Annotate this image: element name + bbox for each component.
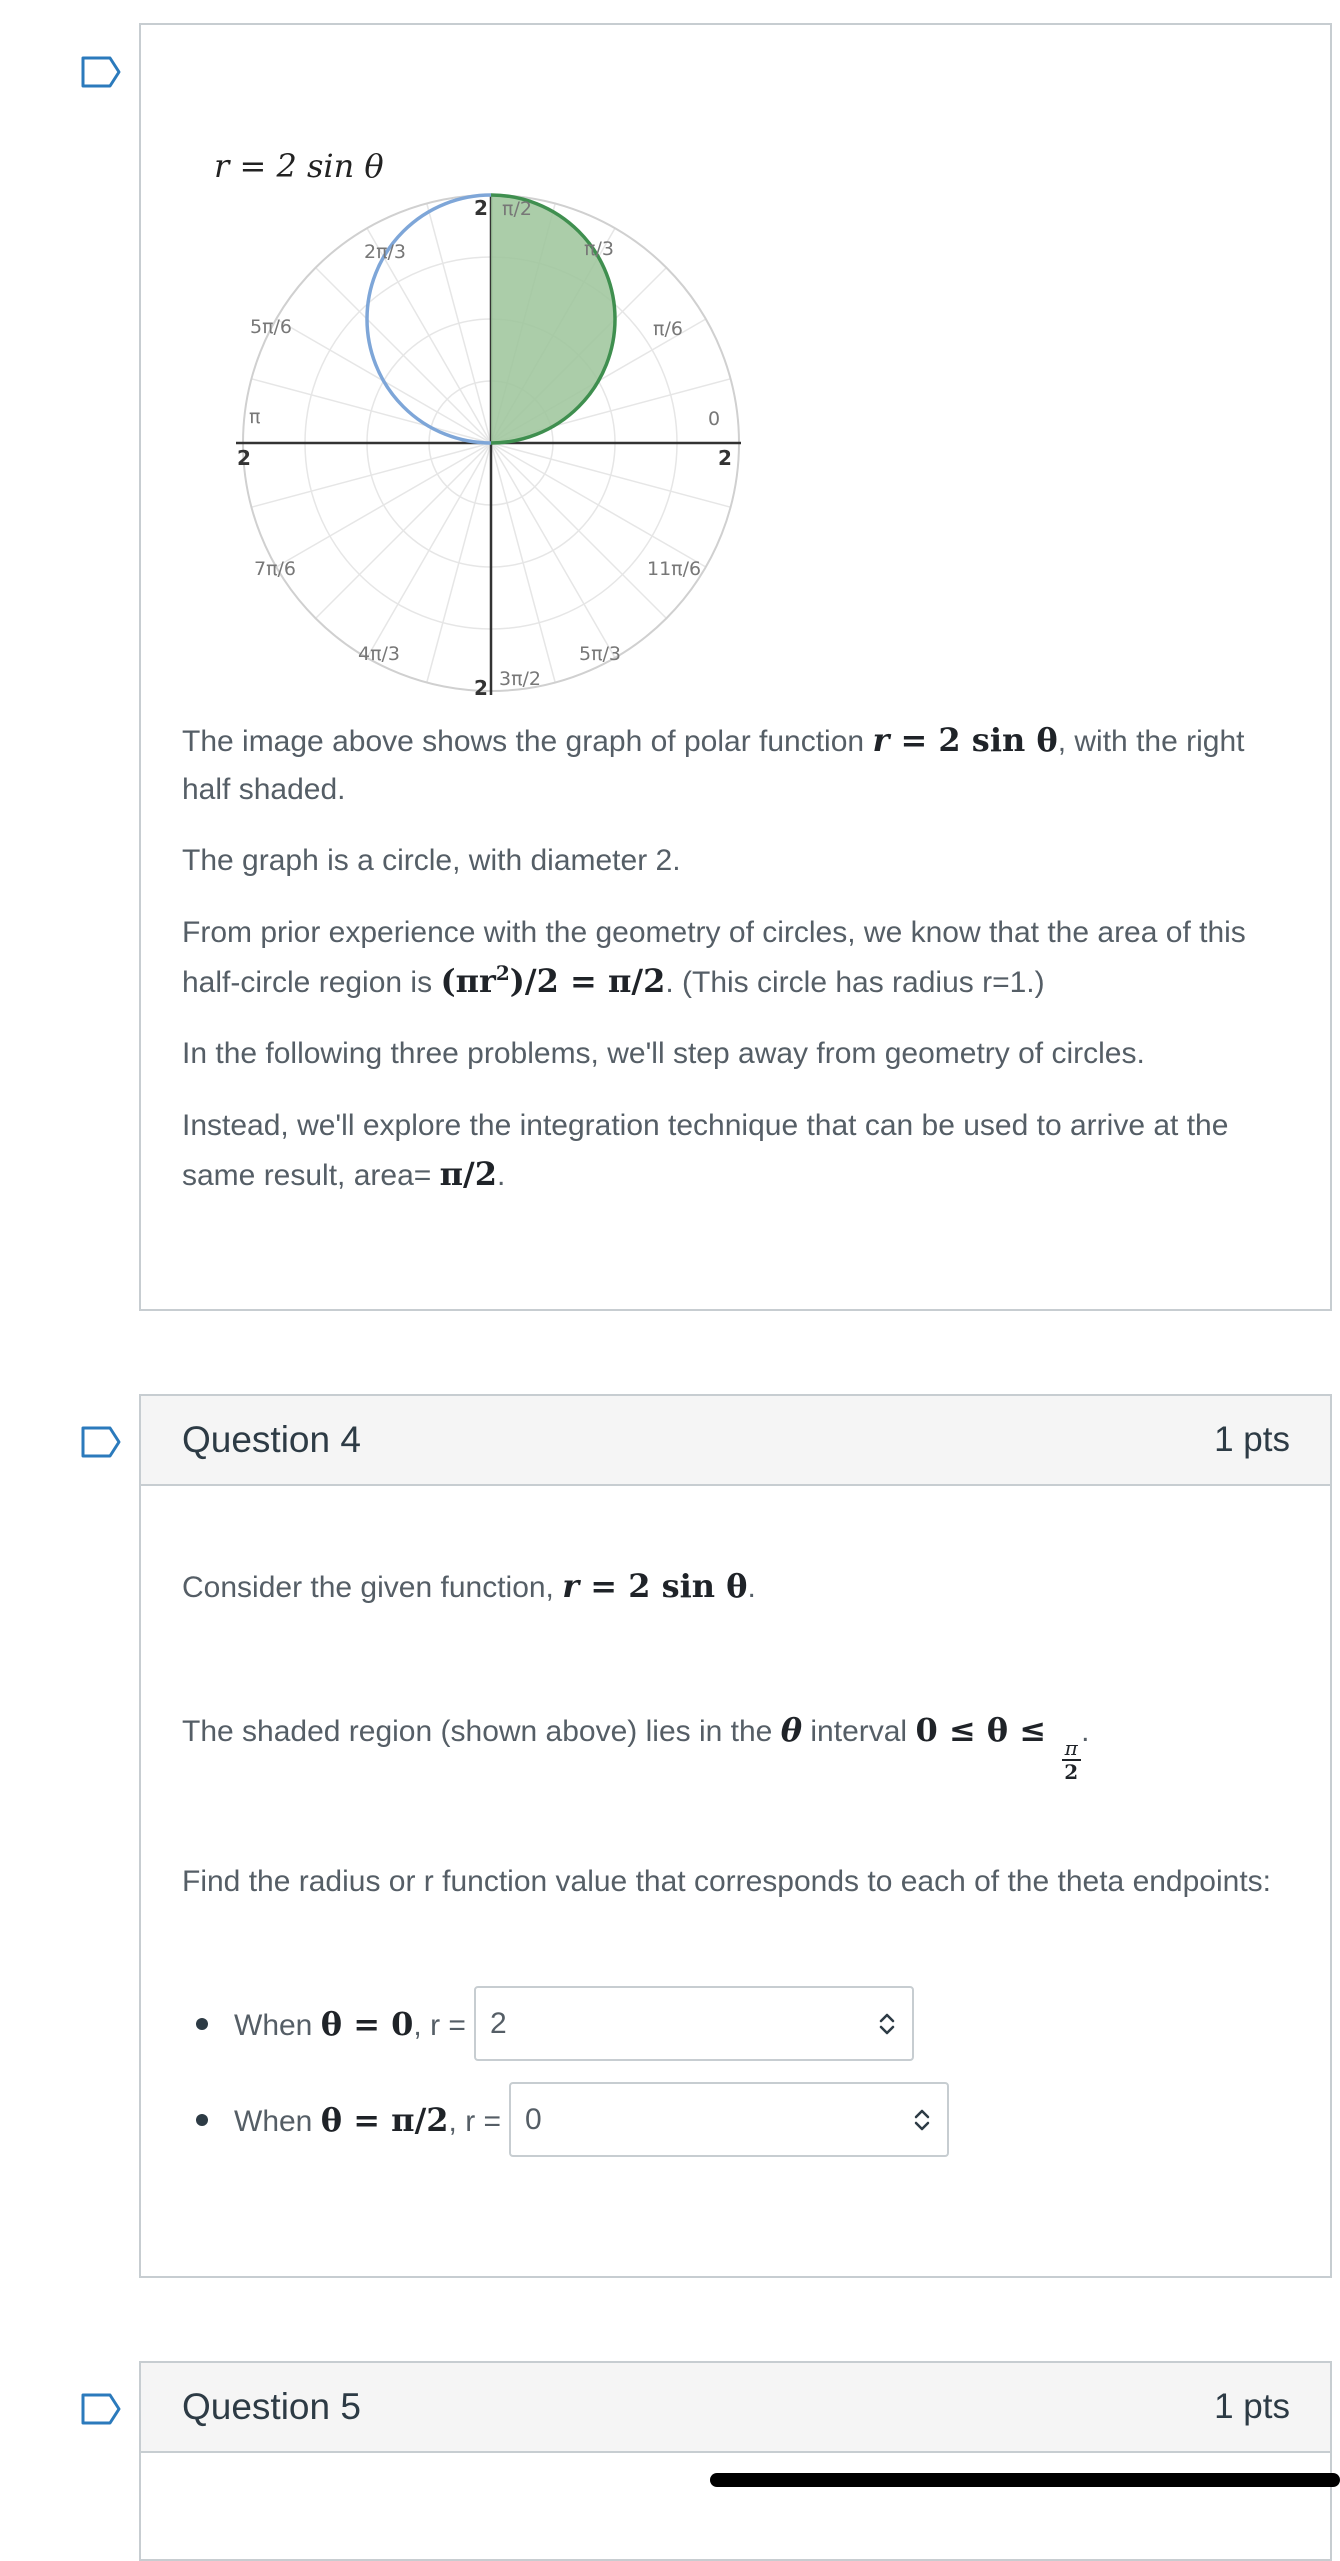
question-header [141,2363,1330,2453]
label-3pi-2: 3π/2 [499,668,542,690]
shaded-region [491,195,615,443]
answer-row-theta-0: When θ = 0, r = 2 [182,1986,914,2061]
flag-question-icon[interactable] [80,2392,122,2426]
question-title: Question 4 [182,1419,361,1460]
label-4pi-3: 4π/3 [358,643,401,665]
question-5-panel [139,2361,1332,2561]
label-pi: π [249,406,261,428]
answer-select-theta-pi-2[interactable] [509,2082,949,2157]
question-title: Question 5 [182,2386,361,2427]
paragraph-intro: The image above shows the graph of polar function r = 2 sin θ, with the right half shaded. [182,721,1245,806]
curve-left-half [367,195,491,443]
label-7pi-6: 7π/6 [254,558,297,580]
label-5pi-3: 5π/3 [579,643,622,665]
answer-select-theta-0[interactable] [474,1986,914,2061]
label-2pi-3: 2π/3 [364,241,407,263]
label-pi-3: π/3 [584,238,614,260]
question-text-interval: The shaded region (shown above) lies in the θ interval 0 ≤ θ ≤ $\frac{\pi}{2}$ . [182,1711,1090,1784]
fraction-pi-over-2: $\frac{\pi}{2}$ [1061,1737,1081,1783]
paragraph-step-away: In the following three problems, we'll step away from geometry of circles. [182,1037,1145,1070]
select-value: 2 [489,2006,507,2040]
label-5pi-6: 5π/6 [250,316,293,338]
paragraph-integration: Instead, we'll explore the integration technique that can be used to arrive at the same result, area= π/2. [182,1109,1229,1193]
bullet [196,2114,208,2126]
question-points: 1 pts [1214,2387,1290,2426]
label-pi-6: π/6 [653,318,683,340]
radius-label-right: 2 [718,446,732,470]
paragraph-diameter: The graph is a circle, with diameter 2. [182,844,681,877]
question-points: 1 pts [1214,1420,1290,1459]
radius-label-bottom: 2 [474,676,488,700]
updown-chevron-icon [876,2011,898,2037]
label-0: 0 [708,408,721,430]
flag-question-icon[interactable] [80,55,122,89]
label-pi-2: π/2 [502,198,532,220]
paragraph-area: From prior experience with the geometry of circles, we know that the area of this half-circle region is $(\pi r^2)/2 = \pi/2$. (This circle has radius r=1.) [182,916,1246,1000]
question-text-function: Consider the given function, r = 2 sin θ. [182,1567,756,1605]
flag-question-icon[interactable] [80,1425,122,1459]
home-indicator[interactable] [710,2473,1340,2487]
answer-row-theta-pi-2: When θ = π/2, r = 0 [182,2082,949,2157]
select-value: 0 [525,2102,542,2136]
radius-label-top: 2 [474,196,488,220]
label-11pi-6: 11π/6 [647,558,702,580]
bullet [196,2018,208,2030]
radius-label-left: 2 [237,446,251,470]
updown-chevron-icon [911,2107,933,2133]
question-header [141,1396,1330,1486]
graph-title: r = 2 sin θ [214,147,384,185]
stimulus-panel [139,23,1332,1311]
polar-graph [196,125,732,700]
question-4-panel [139,1394,1332,2278]
question-text-instructions: Find the radius or r function value that corresponds to each of the theta endpoints: [182,1865,1272,1898]
